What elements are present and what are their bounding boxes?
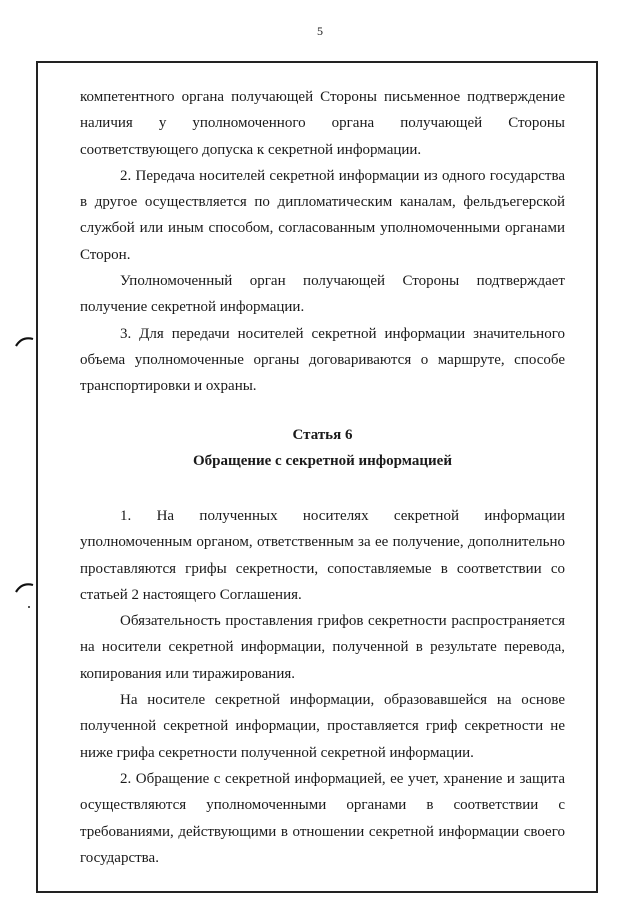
page-number: 5 [317,24,323,38]
paragraph-continuation: компетентного органа получающей Стороны письменное подтверждение наличия у уполномоченного органа получающей Стороны соответствующего допуска к секретной информации. [80,89,565,158]
text-block-lower [80,503,565,871]
article-number: Статья 6 [292,427,353,443]
paragraph-obligation: Обязательность проставления грифов секретности распространяется на носители секретной информации, полученной в результате перевода, копирования или тиражирования. [80,613,565,682]
hole-punch-mark-upper [13,334,37,348]
paragraph-item-2: 2. Передача носителей секретной информации из одного государства в другое осуществляется по дипломатическим каналам, фельдъегерской службой или иным способом, согласованным уполномоченными органами Сторон. [80,167,565,263]
paragraph-item-2-handling: 2. Обращение с секретной информацией, ее учет, хранение и защита осуществляются уполномоченными органами в соответствии с требованиями, действующими в отношении секретной информации своего государства. [80,770,565,866]
paragraph-item-3: 3. Для передачи носителей секретной информации значительного объема уполномоченные органы договариваются о маршруте, способе транспортировки и охраны. [80,325,565,395]
paragraph-confirmation: Уполномоченный орган получающей Стороны подтверждает получение секретной информации. [80,273,565,316]
paragraph-derived-info: На носителе секретной информации, образовавшейся на основе полученной секретной информации, проставляется гриф секретности не ниже грифа секретности полученной секретной информации. [80,692,565,761]
hole-punch-mark-lower [13,580,37,594]
text-block-upper [80,84,565,400]
scan-speck [28,606,30,608]
article-title: Обращение с секретной информацией [193,453,452,469]
paragraph-item-1: 1. На полученных носителях секретной информации уполномоченным органом, ответственным за ее получение, дополнительно проставляются грифы секретности, сопоставляемые в соответствии со статьей 2 настоящего Соглашения. [80,508,565,603]
